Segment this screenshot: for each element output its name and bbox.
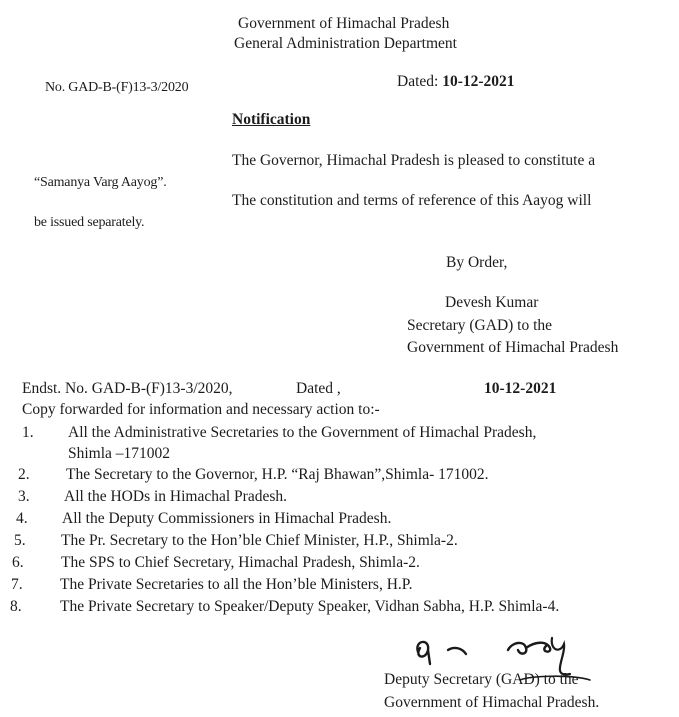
- list-item-text: The Private Secretaries to all the Hon’ble Ministers, H.P.: [60, 576, 413, 593]
- list-item-text: All the Administrative Secretaries to the Government of Himachal Pradesh,: [68, 424, 537, 441]
- list-item-text: The Pr. Secretary to the Hon’ble Chief Minister, H.P., Shimla-2.: [61, 532, 458, 549]
- reference-number: No. GAD-B-(F)13-3/2020: [45, 80, 189, 95]
- signatory-designation-2: Government of Himachal Pradesh: [407, 339, 619, 356]
- endorsement-date-value: 10-12-2021: [484, 380, 557, 397]
- by-order: By Order,: [446, 254, 508, 271]
- list-item-text: All the Deputy Commissioners in Himachal Pradesh.: [62, 510, 392, 527]
- signatory-designation-1: Secretary (GAD) to the: [407, 317, 553, 334]
- header-government: Government of Himachal Pradesh: [238, 15, 450, 32]
- list-item-number: 2.: [18, 466, 30, 483]
- list-item-text: The Private Secretary to Speaker/Deputy Speaker, Vidhan Sabha, H.P. Shimla-4.: [60, 598, 560, 615]
- header-department: General Administration Department: [234, 35, 457, 52]
- notification-line-3: be issued separately.: [34, 215, 145, 230]
- reference-date-value: 10-12-2021: [442, 73, 515, 90]
- list-item-number: 5.: [14, 532, 26, 549]
- list-item-text: The SPS to Chief Secretary, Himachal Pradesh, Shimla-2.: [61, 554, 420, 571]
- reference-date-label: Dated:: [397, 73, 439, 90]
- list-item-text: All the HODs in Himachal Pradesh.: [64, 488, 287, 505]
- deputy-secretary-designation-2: Government of Himachal Pradesh.: [384, 694, 600, 711]
- endorsement-number: Endst. No. GAD-B-(F)13-3/2020,: [22, 380, 233, 397]
- list-item-number: 8.: [10, 598, 22, 615]
- list-item-number: 1.: [22, 424, 34, 441]
- reference-date: [397, 74, 515, 90]
- notification-title: Notification: [232, 111, 311, 128]
- list-item-text: The Secretary to the Governor, H.P. “Raj Bhawan”,Shimla- 171002.: [66, 466, 489, 483]
- notification-aayog-name: “Samanya Varg Aayog”.: [34, 175, 167, 190]
- list-item-number: 6.: [12, 554, 24, 571]
- notification-line-2: The constitution and terms of reference of this Aayog will: [232, 192, 592, 209]
- list-item-number: 7.: [11, 576, 23, 593]
- endorsement-date-label: Dated ,: [296, 380, 341, 397]
- deputy-secretary-designation-1: Deputy Secretary (GAD) to the: [384, 671, 579, 688]
- signatory-name: Devesh Kumar: [445, 294, 539, 311]
- list-item-text-continued: Shimla –171002: [68, 445, 171, 462]
- list-item-number: 3.: [18, 488, 30, 505]
- copy-forwarded-line: Copy forwarded for information and necessary action to:-: [22, 401, 380, 418]
- notification-line-1: The Governor, Himachal Pradesh is pleased to constitute a: [232, 152, 596, 169]
- list-item-number: 4.: [16, 510, 28, 527]
